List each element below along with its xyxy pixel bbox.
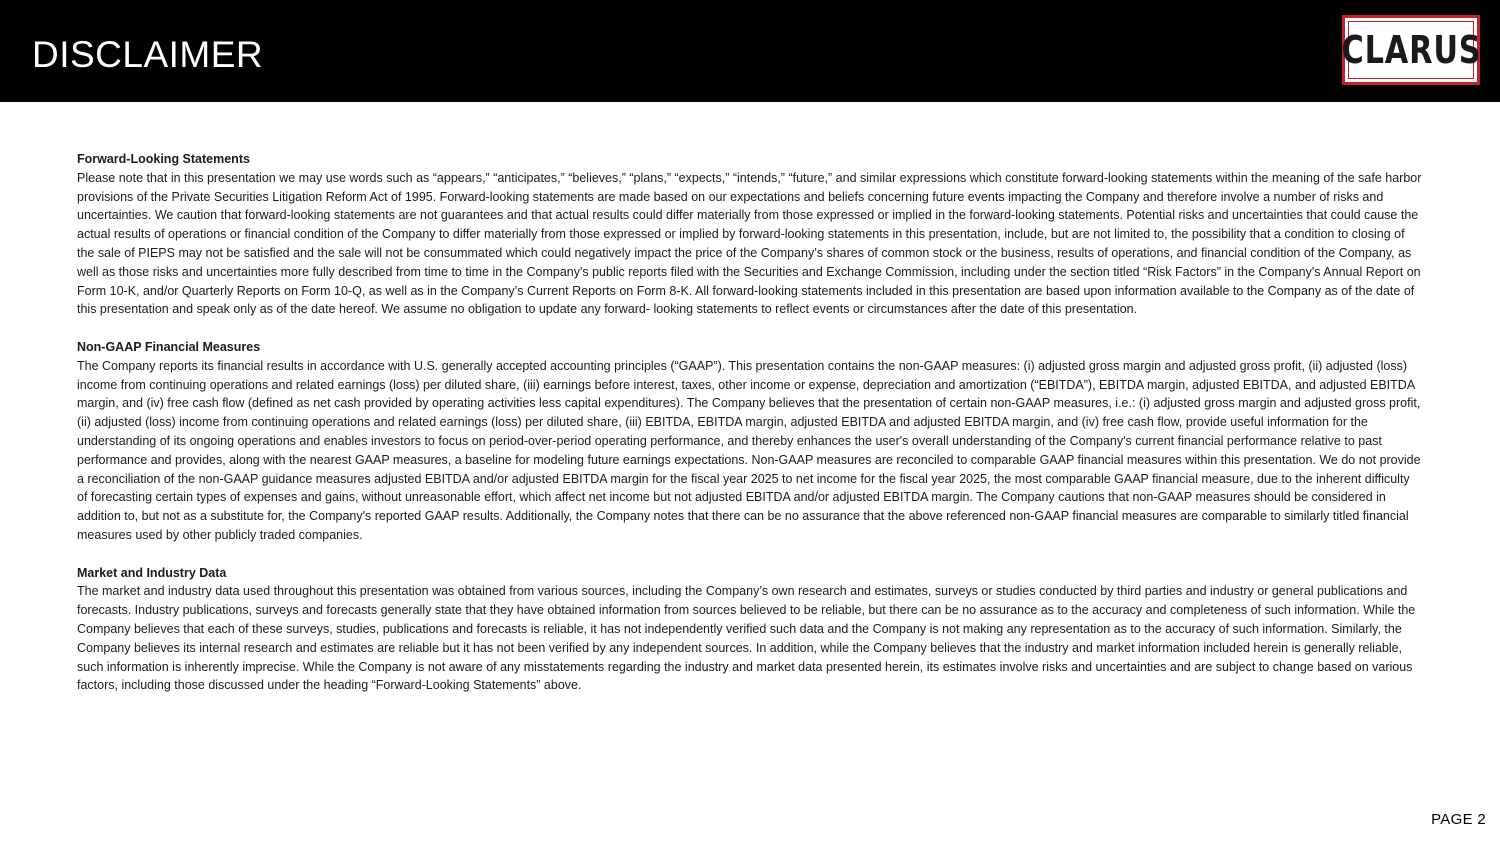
section-forward-looking xyxy=(77,150,1422,319)
header-bar xyxy=(0,0,1500,102)
section-body: The Company reports its financial results in accordance with U.S. generally accepted accounting principles (“GAAP”). This presentation contains the non-GAAP measures: (i) adjusted gross margin and adjusted gross profit, (ii) adjusted (loss) income from continuing operations and related earnings (loss) per diluted share, (iii) earnings before interest, taxes, other income or expense, depreciation and amortization (“EBITDA”), EBITDA margin, adjusted EBITDA, and adjusted EBITDA margin, and (iv) free cash flow (defined as net cash provided by operating activities less capital expenditures). The Company believes that the presentation of certain non-GAAP measures, i.e.: (i) adjusted gross margin and adjusted gross profit, (ii) adjusted (loss) income from continuing operations and related earnings (loss) per diluted share, (iii) EBITDA, EBITDA margin, adjusted EBITDA and adjusted EBITDA margin, and (iv) free cash flow, provide useful information for the understanding of its ongoing operations and enables investors to focus on period-over-period operating performance, and thereby enhances the user's overall understanding of the Company's current financial performance relative to past performance and provides, along with the nearest GAAP measures, a baseline for modeling future earnings expectations. Non-GAAP measures are reconciled to comparable GAAP financial measures within this presentation. We do not provide a reconciliation of the non-GAAP guidance measures adjusted EBITDA and/or adjusted EBITDA margin for the fiscal year 2025 to net income for the fiscal year 2025, the most comparable GAAP financial measure, due to the inherent difficulty of forecasting certain types of expenses and gains, without unreasonable effort, which affect net income but not adjusted EBITDA and/or adjusted EBITDA margin. The Company cautions that non-GAAP measures should be considered in addition to, but not as a substitute for, the Company's reported GAAP results. Additionally, the Company notes that there can be no assurance that the above referenced non-GAAP financial measures are comparable to similarly titled financial measures used by other publicly traded companies. xyxy=(77,358,1421,542)
logo-frame xyxy=(1341,21,1481,79)
company-logo xyxy=(1342,15,1480,85)
page-number: PAGE 2 xyxy=(1431,811,1486,828)
logo-wordmark: CLARUS xyxy=(1341,28,1481,72)
section-heading: Forward-Looking Statements xyxy=(77,152,250,166)
section-body: The market and industry data used throughout this presentation was obtained from various sources, including the Company’s own research and estimates, surveys or studies conducted by third parties and industry or general publications and forecasts. Industry publications, surveys and forecasts generally state that they have obtained information from sources believed to be reliable, but there can be no assurance as to the accuracy and completeness of such information. While the Company believes that each of these surveys, studies, publications and forecasts is reliable, it has not independently verified such data and the Company is not making any representation as to the accuracy of such information. Similarly, the Company believes its internal research and estimates are reliable but it has not been verified by any independent sources. In addition, while the Company believes that the industry and market information included herein is generally reliable, such information is inherently imprecise. While the Company is not aware of any misstatements regarding the industry and market data presented herein, its estimates involve risks and uncertainties and are subject to change based on various factors, including those discussed under the heading “Forward-Looking Statements” above. xyxy=(77,584,1416,693)
section-heading: Non-GAAP Financial Measures xyxy=(77,339,261,354)
section-non-gaap xyxy=(77,338,1422,545)
section-heading: Market and Industry Data xyxy=(77,565,227,580)
section-market-industry xyxy=(77,564,1422,696)
disclaimer-content xyxy=(77,150,1422,714)
section-body: Please note that in this presentation we may use words such as “appears,” “anticipates,” “believes,” “plans,” “expects,” “intends,” “future,” and similar expressions which constitute forward-looking statements within the meaning of the safe harbor provisions of the Private Securities Litigation Reform Act of 1995. Forward-looking statements are made based on our expectations and beliefs concerning future events impacting the Company and therefore involve a number of risks and uncertainties. We caution that forward-looking statements are not guarantees and that actual results could differ materially from those expressed or implied in the forward-looking statements. Potential risks and uncertainties that could cause the actual results of operations or financial condition of the Company to differ materially from those expressed or implied by forward-looking statements in this presentation, include, but are not limited to, the possibility that a condition to closing of the sale of PIEPS may not be satisfied and the sale will not be consummated which could negatively impact the price of the Company’s shares of common stock or the business, results of operations, and financial condition of the Company, as well as those risks and uncertainties more fully described from time to time in the Company's public reports filed with the Securities and Exchange Commission, including under the section titled “Risk Factors” in the Company's Annual Report on Form 10-K, and/or Quarterly Reports on Form 10-Q, as well as in the Company’s Current Reports on Form 8-K. All forward-looking statements included in this presentation are based upon information available to the Company as of the date of this presentation and speak only as of the date hereof. We assume no obligation to update any forward- looking statements to reflect events or circumstances after the date of this presentation. xyxy=(77,170,1422,317)
page-title: DISCLAIMER xyxy=(32,34,264,75)
